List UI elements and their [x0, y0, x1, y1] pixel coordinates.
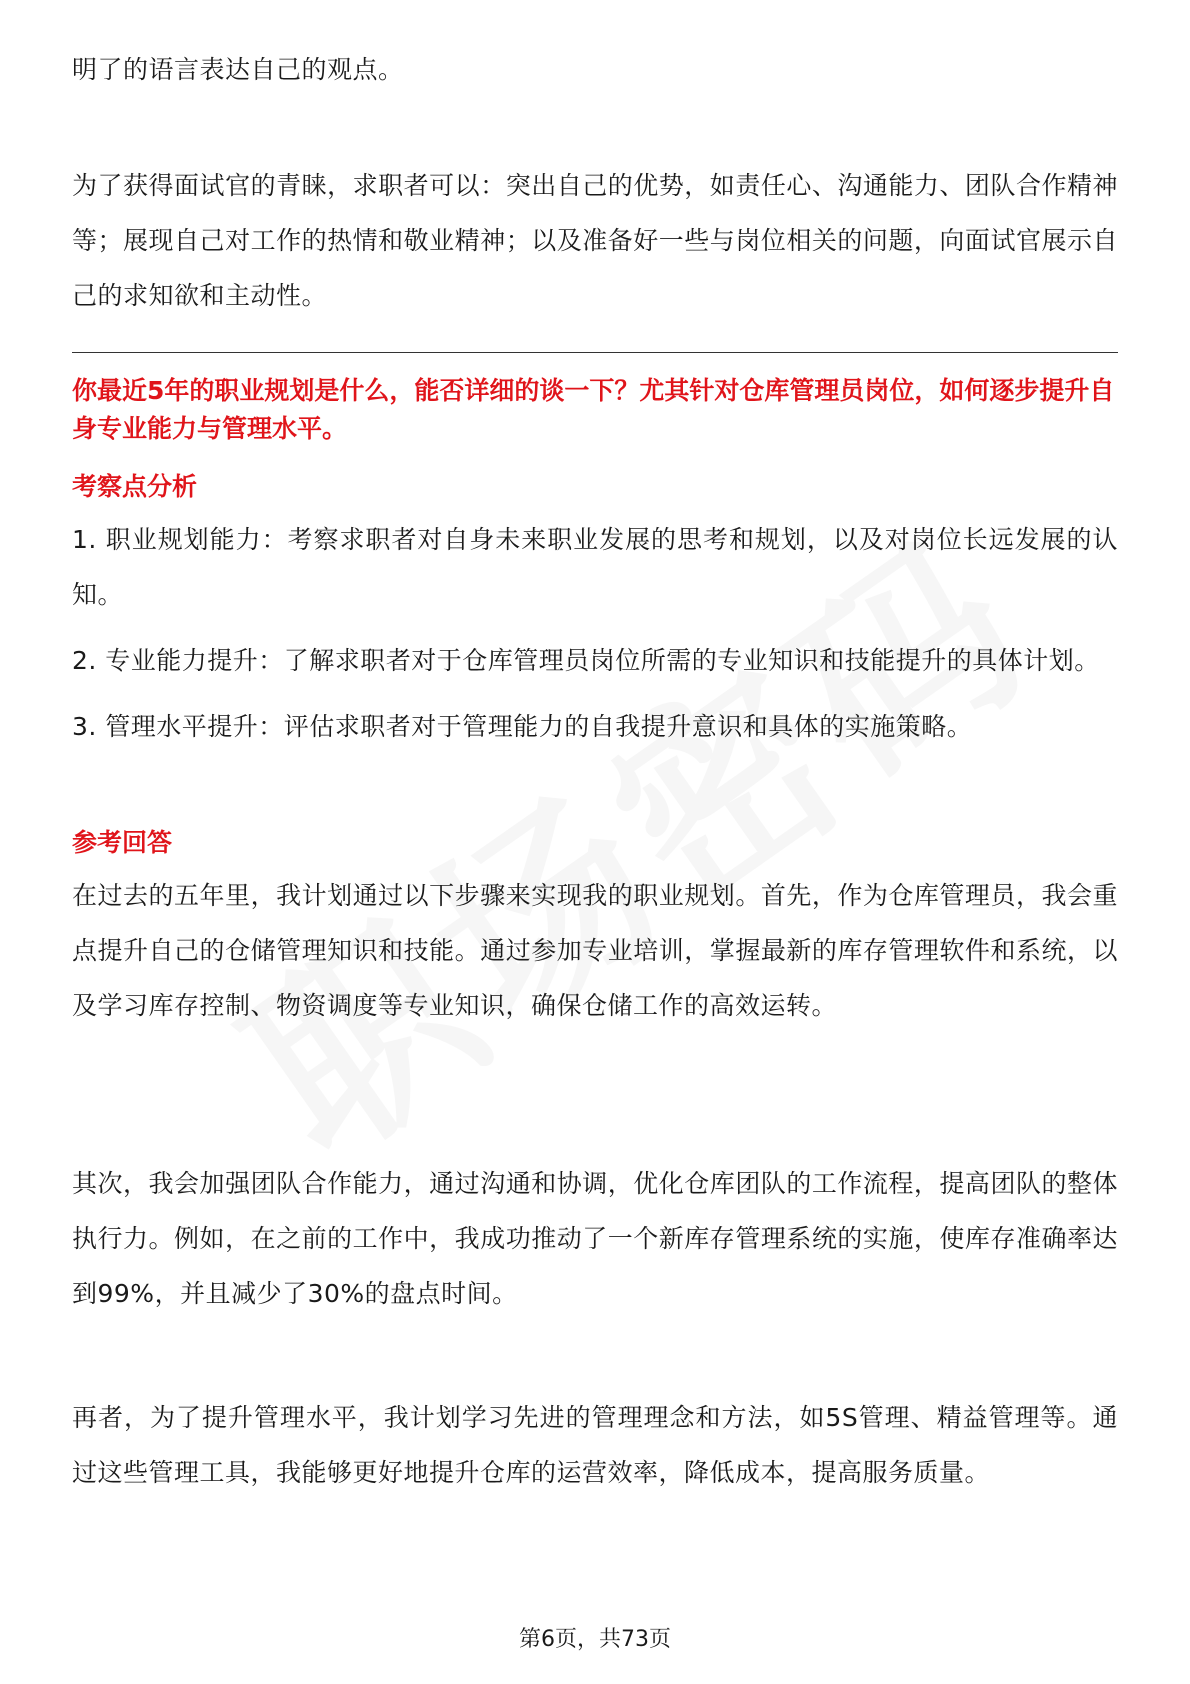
analysis-title: 考察点分析	[72, 472, 198, 501]
analysis-list	[72, 512, 1118, 754]
impress-paragraph: 为了获得面试官的青睐，求职者可以：突出自己的优势，如责任心、沟通能力、团队合作精神等；展现自己对工作的热情和敬业精神；以及准备好一些与岗位相关的问题，向面试官展示自己的求知欲和主动性。	[72, 171, 1118, 310]
intro-tail-paragraph: 明了的语言表达自己的观点。	[72, 55, 404, 84]
section-divider	[72, 352, 1118, 353]
answer-paragraph-third: 再者，为了提升管理水平，我计划学习先进的管理理念和方法，如5S管理、精益管理等。通过这些管理工具，我能够更好地提升仓库的运营效率，降低成本，提高服务质量。	[72, 1403, 1118, 1487]
question-heading: 你最近5年的职业规划是什么，能否详细的谈一下？尤其针对仓库管理员岗位，如何逐步提升自身专业能力与管理水平。	[72, 376, 1115, 443]
answer-title: 参考回答	[72, 828, 173, 857]
analysis-item-professional-skills: 2. 专业能力提升：了解求职者对于仓库管理员岗位所需的专业知识和技能提升的具体计划。	[72, 646, 1100, 675]
analysis-item-management: 3. 管理水平提升：评估求职者对于管理能力的自我提升意识和具体的实施策略。	[72, 712, 973, 741]
answer-paragraph-first: 在过去的五年里，我计划通过以下步骤来实现我的职业规划。首先，作为仓库管理员，我会重点提升自己的仓储管理知识和技能。通过参加专业培训，掌握最新的库存管理软件和系统，以及学习库存控制、物资调度等专业知识，确保仓储工作的高效运转。	[72, 881, 1118, 1020]
page-number-footer: 第6页，共73页	[519, 1627, 671, 1652]
analysis-item-career-planning: 1. 职业规划能力：考察求职者对自身未来职业发展的思考和规划，以及对岗位长远发展的认知。	[72, 525, 1118, 609]
document-page	[72, 0, 1118, 1684]
answer-paragraph-second: 其次，我会加强团队合作能力，通过沟通和协调，优化仓库团队的工作流程，提高团队的整体执行力。例如，在之前的工作中，我成功推动了一个新库存管理系统的实施，使库存准确率达到99%，并且减少了30%的盘点时间。	[72, 1169, 1118, 1308]
